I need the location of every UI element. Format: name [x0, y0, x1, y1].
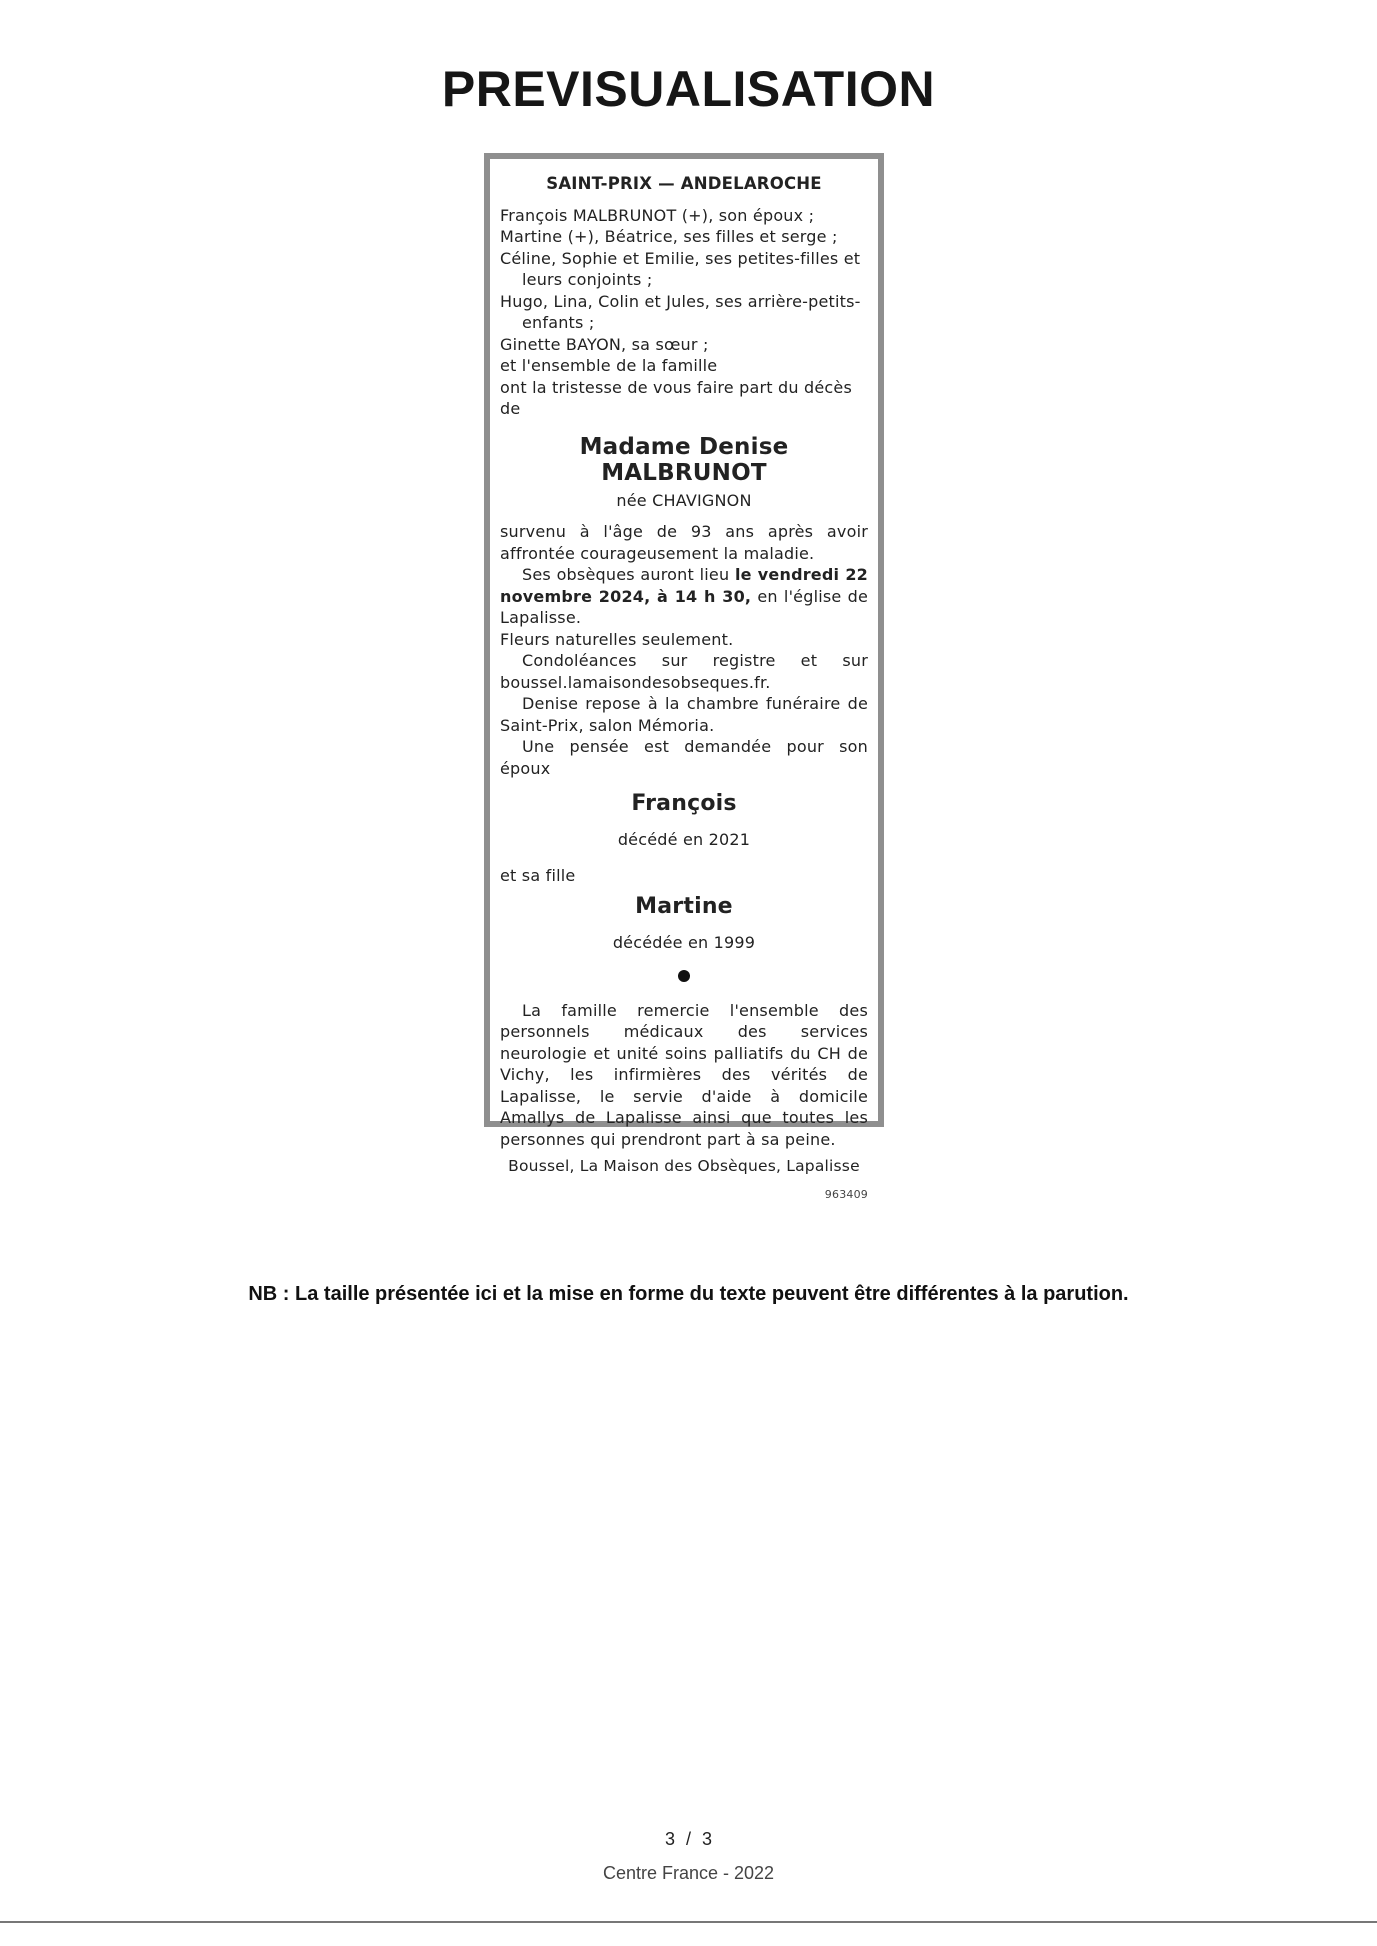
- family-line: Hugo, Lina, Colin et Jules, ses arrière-petits-enfants ;: [500, 291, 861, 332]
- funeral-suffix: en l'église de Lapalisse.: [500, 586, 869, 627]
- notice-location: SAINT-PRIX — ANDELAROCHE: [546, 174, 822, 193]
- condolences-line: Condoléances sur registre et sur boussel.lamaisondesobseques.fr.: [500, 651, 868, 692]
- separator-dot-icon: [678, 970, 690, 982]
- spouse-died: décédé en 2021: [617, 830, 751, 849]
- age-line: survenu à l'âge de 93 ans après avoir affrontée courageusement la maladie.: [500, 522, 868, 563]
- obituary-notice: [484, 153, 884, 1201]
- footer-text: Centre France - 2022: [602, 1863, 775, 1883]
- page-title: PREVISUALISATION: [441, 61, 936, 117]
- daughter-name: Martine: [635, 894, 733, 919]
- thanks-text: La famille remercie l'ensemble des personnels médicaux des services neurologie et unité soins palliatifs du CH de Vichy, les infirmières des vérités de Lapalisse, le servie d'aide à domicile Amallys de Lapalisse ainsi que toutes les personnes qui prendront part à sa peine.: [500, 1000, 868, 1149]
- maiden-name: née CHAVIGNON: [616, 490, 752, 510]
- family-line: et l'ensemble de la famille: [500, 356, 718, 375]
- spouse-name: François: [631, 791, 737, 816]
- family-line: Céline, Sophie et Emilie, ses petites-filles et leurs conjoints ;: [500, 248, 861, 289]
- bottom-divider: [0, 1921, 1377, 1923]
- funeral-prefix: Ses obsèques auront lieu: [522, 565, 735, 584]
- page-number: 3 / 3: [664, 1829, 713, 1849]
- nb-note: NB : La taille présentée ici et la mise en forme du texte peuvent être différentes à la parution.: [248, 1283, 1129, 1305]
- deceased-name: Madame Denise MALBRUNOT: [579, 433, 789, 486]
- notice-reference: 963409: [824, 1187, 868, 1201]
- thanks-paragraph: [500, 1000, 868, 1151]
- funeral-home-signature: Boussel, La Maison des Obsèques, Lapalisse: [508, 1157, 860, 1175]
- family-list: [500, 205, 868, 420]
- family-line: Martine (+), Béatrice, ses filles et serge ;: [500, 227, 838, 246]
- notice-body: [500, 521, 868, 779]
- and-daughter: et sa fille: [500, 865, 576, 885]
- family-line: Ginette BAYON, sa sœur ;: [500, 334, 709, 354]
- funeral-line: [500, 564, 868, 629]
- rest-line: Denise repose à la chambre funéraire de Saint-Prix, salon Mémoria.: [500, 694, 868, 735]
- family-line: François MALBRUNOT (+), son époux ;: [500, 205, 815, 225]
- family-line: ont la tristesse de vous faire part du décès de: [500, 377, 852, 418]
- thought-line: Une pensée est demandée pour son époux: [500, 737, 868, 778]
- daughter-died: décédée en 1999: [612, 933, 756, 952]
- flowers-line: Fleurs naturelles seulement.: [500, 629, 734, 649]
- funeral-date: le vendredi 22 novembre 2024, à 14 h 30,: [500, 565, 868, 606]
